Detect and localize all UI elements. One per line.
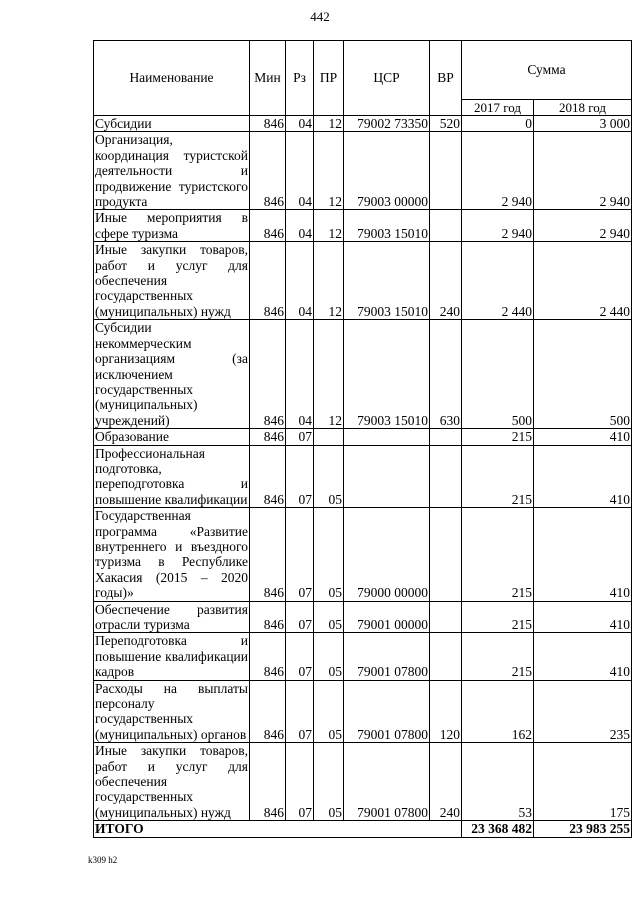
row-name: Организация, координация туристской деятельности и продвижение туристского продукта [95, 132, 248, 210]
row-vr: 240 [430, 743, 462, 821]
row-vr [430, 132, 462, 210]
header-rz: Рз [286, 41, 314, 116]
row-vr: 240 [430, 242, 462, 320]
budget-table [93, 40, 632, 838]
footer-code: k309 h2 [88, 855, 118, 865]
row-csr [344, 445, 430, 508]
row-vr [430, 429, 462, 445]
row-sum-2018: 410 [534, 601, 632, 633]
row-sum-2018: 410 [534, 429, 632, 445]
row-sum-2018: 410 [534, 633, 632, 680]
row-sum-2017: 0 [462, 116, 534, 132]
row-name: Субсидии некоммерческим организациям (за исключением государственных (муниципальных) учреждений) [95, 320, 248, 428]
row-rz: 07 [286, 680, 314, 743]
row-pr: 05 [314, 508, 344, 601]
table-row [94, 633, 632, 680]
table-row [94, 508, 632, 601]
row-sum-2018: 2 440 [534, 242, 632, 320]
row-min: 846 [250, 429, 286, 445]
row-sum-2017: 215 [462, 601, 534, 633]
row-sum-2018: 175 [534, 743, 632, 821]
row-csr: 79001 07800 [344, 680, 430, 743]
row-rz: 04 [286, 320, 314, 429]
row-vr [430, 508, 462, 601]
row-sum-2017: 53 [462, 743, 534, 821]
row-min: 846 [250, 601, 286, 633]
row-vr: 630 [430, 320, 462, 429]
header-sum: Сумма [462, 41, 632, 100]
row-min: 846 [250, 320, 286, 429]
row-name: Обеспечение развития отрасли туризма [95, 601, 248, 632]
table-row [94, 210, 632, 242]
row-pr [314, 429, 344, 445]
row-vr: 520 [430, 116, 462, 132]
table-row [94, 320, 632, 429]
header-year-2018: 2018 год [534, 100, 632, 116]
row-sum-2018: 235 [534, 680, 632, 743]
row-name: Профессиональная подготовка, переподготовка и повышение квалификации [95, 445, 248, 507]
row-rz: 07 [286, 743, 314, 821]
header-vr: ВР [430, 41, 462, 116]
total-row [94, 821, 632, 837]
row-rz: 07 [286, 445, 314, 508]
row-name: Государственная программа «Развитие внутреннего и въездного туризма в Республике Хакасия (2015 – 2020 годы)» [95, 508, 248, 601]
row-sum-2018: 3 000 [534, 116, 632, 132]
row-rz: 04 [286, 242, 314, 320]
row-rz: 07 [286, 601, 314, 633]
header-name: Наименование [94, 41, 250, 116]
row-sum-2018: 500 [534, 320, 632, 429]
page-number: 442 [310, 9, 330, 24]
row-vr [430, 633, 462, 680]
row-vr [430, 445, 462, 508]
row-pr: 05 [314, 680, 344, 743]
row-name: Иные мероприятия в сфере туризма [95, 210, 248, 241]
row-sum-2017: 2 940 [462, 132, 534, 210]
row-sum-2017: 215 [462, 508, 534, 601]
row-min: 846 [250, 508, 286, 601]
row-rz: 07 [286, 633, 314, 680]
row-min: 846 [250, 633, 286, 680]
row-pr: 05 [314, 601, 344, 633]
row-csr: 79000 00000 [344, 508, 430, 601]
row-name: Переподготовка и повышение квалификации кадров [95, 633, 248, 680]
row-sum-2017: 162 [462, 680, 534, 743]
row-min: 846 [250, 116, 286, 132]
row-pr: 05 [314, 445, 344, 508]
row-name: Иные закупки товаров, работ и услуг для обеспечения государственных (муниципальных) нужд [95, 743, 248, 820]
row-sum-2017: 215 [462, 429, 534, 445]
row-sum-2018: 410 [534, 508, 632, 601]
row-pr: 12 [314, 320, 344, 429]
row-rz: 04 [286, 116, 314, 132]
table-row [94, 242, 632, 320]
row-rz: 07 [286, 429, 314, 445]
row-sum-2017: 500 [462, 320, 534, 429]
row-pr: 12 [314, 116, 344, 132]
row-min: 846 [250, 132, 286, 210]
row-name: Образование [94, 429, 250, 445]
table-row [94, 429, 632, 445]
header-year-2017: 2017 год [462, 100, 534, 116]
row-name: Расходы на выплаты персоналу государственных (муниципальных) органов [95, 680, 248, 742]
row-sum-2018: 2 940 [534, 132, 632, 210]
row-pr: 12 [314, 242, 344, 320]
total-sum-2017: 23 368 482 [462, 821, 534, 837]
table-row [94, 116, 632, 132]
row-csr: 79002 73350 [344, 116, 430, 132]
table-row [94, 680, 632, 743]
row-sum-2017: 2 440 [462, 242, 534, 320]
row-csr: 79001 07800 [344, 633, 430, 680]
row-rz: 07 [286, 508, 314, 601]
table-row [94, 743, 632, 821]
row-pr: 05 [314, 743, 344, 821]
row-sum-2017: 2 940 [462, 210, 534, 242]
table-row [94, 132, 632, 210]
row-csr: 79003 15010 [344, 242, 430, 320]
row-csr: 79001 07800 [344, 743, 430, 821]
row-min: 846 [250, 210, 286, 242]
row-vr: 120 [430, 680, 462, 743]
row-csr: 79003 15010 [344, 320, 430, 429]
header-pr: ПР [314, 41, 344, 116]
row-csr: 79001 00000 [344, 601, 430, 633]
row-vr [430, 601, 462, 633]
row-sum-2018: 2 940 [534, 210, 632, 242]
row-pr: 05 [314, 633, 344, 680]
row-min: 846 [250, 242, 286, 320]
row-csr: 79003 15010 [344, 210, 430, 242]
total-sum-2018: 23 983 255 [534, 821, 632, 837]
header-csr: ЦСР [344, 41, 430, 116]
total-label: ИТОГО [94, 821, 462, 837]
row-min: 846 [250, 743, 286, 821]
row-name: Иные закупки товаров, работ и услуг для обеспечения государственных (муниципальных) нужд [95, 242, 248, 319]
row-vr [430, 210, 462, 242]
row-sum-2017: 215 [462, 633, 534, 680]
table-row [94, 601, 632, 633]
row-sum-2017: 215 [462, 445, 534, 508]
row-pr: 12 [314, 210, 344, 242]
row-min: 846 [250, 680, 286, 743]
row-rz: 04 [286, 132, 314, 210]
row-pr: 12 [314, 132, 344, 210]
row-sum-2018: 410 [534, 445, 632, 508]
row-min: 846 [250, 445, 286, 508]
row-csr [344, 429, 430, 445]
row-rz: 04 [286, 210, 314, 242]
table-row [94, 445, 632, 508]
row-csr: 79003 00000 [344, 132, 430, 210]
row-name: Субсидии [94, 116, 250, 132]
header-min: Мин [250, 41, 286, 116]
